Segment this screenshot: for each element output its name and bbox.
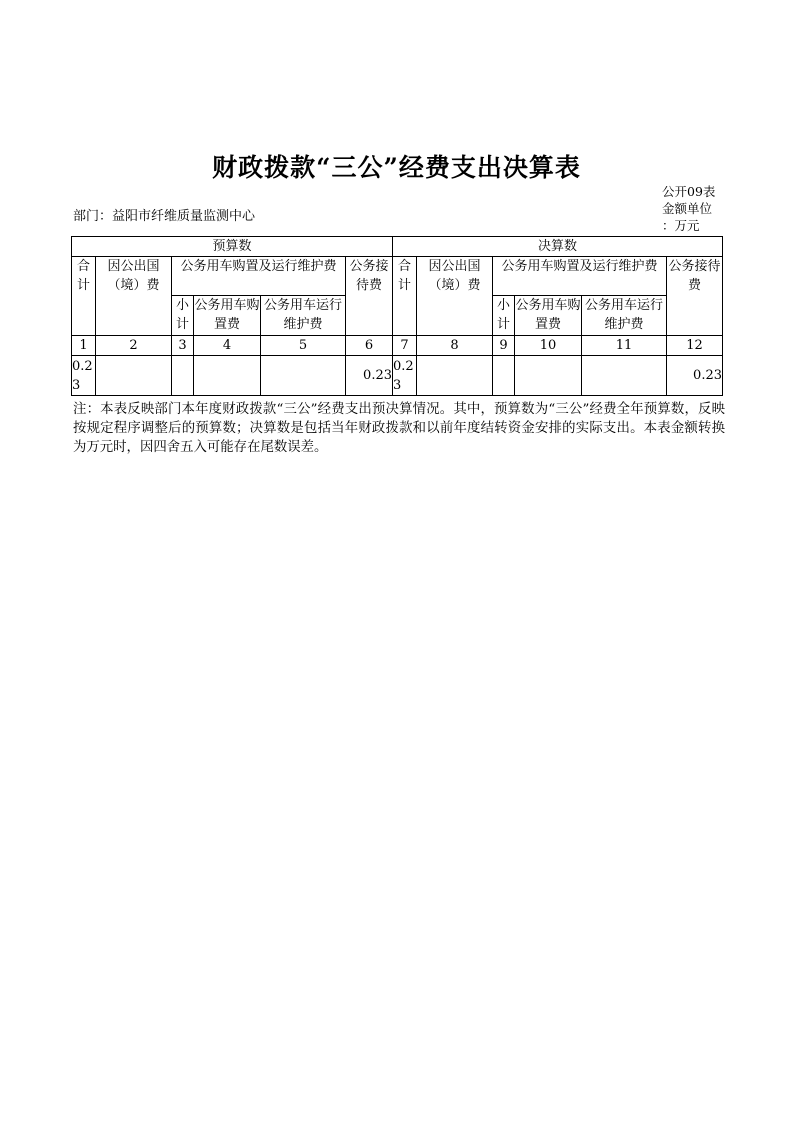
budget-reception-value: 0.23 [346, 356, 393, 396]
actual-reception-value: 0.23 [667, 356, 723, 396]
budget-total-header: 合计 [72, 257, 96, 336]
actual-vehicle-group-header: 公务用车购置及运行维护费 [493, 257, 667, 296]
budget-total-value: 0.23 [72, 356, 96, 396]
form-code-block [662, 183, 715, 234]
column-number: 10 [515, 336, 582, 356]
actual-subtotal-header: 小计 [493, 296, 515, 336]
budget-abroad-value [96, 356, 172, 396]
column-number: 8 [417, 336, 493, 356]
column-number: 4 [194, 336, 261, 356]
column-number: 1 [72, 336, 96, 356]
unit-label: 金额单位 [662, 201, 713, 216]
column-number: 2 [96, 336, 172, 356]
budget-vehicle-operation-header: 公务用车运行维护费 [261, 296, 346, 336]
column-header-row-1 [72, 257, 723, 296]
actual-group-header: 决算数 [393, 237, 723, 257]
page-title: 财政拨款“三公”经费支出决算表 [212, 153, 581, 182]
column-number: 11 [582, 336, 667, 356]
budget-abroad-header: 因公出国（境）费 [96, 257, 172, 336]
actual-total-header: 合计 [393, 257, 417, 336]
actual-abroad-header: 因公出国（境）费 [417, 257, 493, 336]
department-label: 部门：益阳市纤维质量监测中心 [73, 209, 256, 224]
group-header-row [72, 237, 723, 257]
three-public-expenses-table [71, 236, 723, 396]
budget-group-header: 预算数 [72, 237, 393, 257]
budget-vehicle-purchase-value [194, 356, 261, 396]
budget-vehicle-purchase-header: 公务用车购置费 [194, 296, 261, 336]
column-number-row [72, 336, 723, 356]
column-number: 7 [393, 336, 417, 356]
form-code: 公开09表 [662, 184, 716, 199]
footnote: 注：本表反映部门本年度财政拨款“三公”经费支出预决算情况。其中，预算数为“三公”经费全年预算数，反映按规定程序调整后的预算数；决算数是包括当年财政拨款和以前年度结转资金安排的实际支出。本表金额转换为万元时，因四舍五入可能存在尾数误差。 [73, 402, 725, 455]
actual-reception-header: 公务接待费 [667, 257, 723, 336]
column-number: 12 [667, 336, 723, 356]
budget-vehicle-operation-value [261, 356, 346, 396]
actual-abroad-value [417, 356, 493, 396]
column-number: 6 [346, 336, 393, 356]
actual-subtotal-value [493, 356, 515, 396]
data-row [72, 356, 723, 396]
actual-total-value: 0.23 [393, 356, 417, 396]
budget-subtotal-header: 小计 [172, 296, 194, 336]
column-number: 9 [493, 336, 515, 356]
unit-value: ：万元 [662, 218, 700, 233]
actual-vehicle-purchase-value [515, 356, 582, 396]
actual-vehicle-operation-header: 公务用车运行维护费 [582, 296, 667, 336]
budget-vehicle-group-header: 公务用车购置及运行维护费 [172, 257, 346, 296]
actual-vehicle-purchase-header: 公务用车购置费 [515, 296, 582, 336]
column-number: 3 [172, 336, 194, 356]
actual-vehicle-operation-value [582, 356, 667, 396]
budget-reception-header: 公务接待费 [346, 257, 393, 336]
budget-subtotal-value [172, 356, 194, 396]
column-number: 5 [261, 336, 346, 356]
